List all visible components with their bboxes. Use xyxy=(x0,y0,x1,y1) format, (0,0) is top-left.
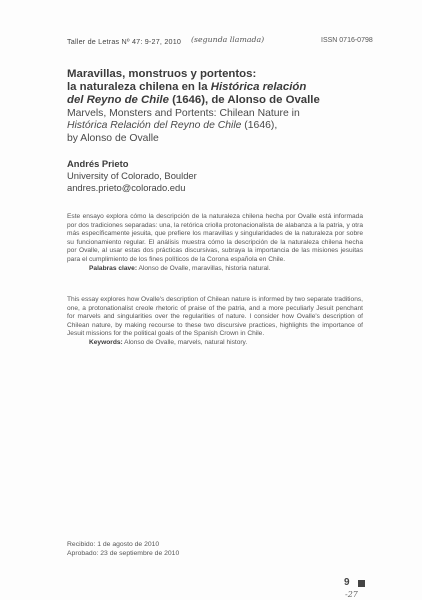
english-title: Marvels, Monsters and Portents: Chilean Nature in Histórica Relación del Reyno de Chile (1646), by Alonso de Ovalle xyxy=(67,107,300,144)
keywords-spanish: Palabras clave: Alonso de Ovalle, maravillas, historia natural. xyxy=(89,264,271,272)
issn-number: ISSN 0716-0798 xyxy=(321,37,373,44)
received-date: Recibido: 1 de agosto de 2010 xyxy=(67,541,160,548)
approved-date: Aprobado: 23 de septiembre de 2010 xyxy=(67,549,180,557)
page-number: 9 xyxy=(344,577,350,588)
abstract-spanish-text: Este ensayo explora cómo la descripción de la naturaleza chilena hecha por Ovalle está informada por dos tradiciones separadas: una, la retórica criolla protonacionalista de alabanza a la patria, y otra más específicamente jesuita, que prefiere los maravillas y singularidades de la naturaleza por sobre su funcionamiento regular. El análisis muestra cómo la descripción de la naturaleza chilena hecha por Ovalle, al usar estas dos prácticas discursivas, subraya la importancia de las misiones jesuitas para el cumplimiento de los fines políticos de la Corona española en Chile. xyxy=(67,213,363,263)
author-affiliation: University of Colorado, Boulder xyxy=(67,170,197,181)
journal-citation: Taller de Letras Nº 47: 9-27, 2010 xyxy=(67,37,182,46)
square-marker-icon xyxy=(358,580,365,587)
handwritten-page-range: -27 xyxy=(345,590,358,599)
spanish-title: Maravillas, monstruos y portentos: la naturaleza chilena en la Histórica relación del Reyno de Chile (1646), de Alonso de Ovalle xyxy=(67,68,320,107)
keywords-english: Keywords: Alonso de Ovalle, marvels, natural history. xyxy=(89,338,248,346)
handwritten-note: (segunda llamada) xyxy=(191,35,265,44)
running-header xyxy=(67,37,377,49)
author-name: Andrés Prieto xyxy=(67,158,129,169)
abstract-english-text: This essay explores how Ovalle's description of Chilean nature is informed by two separate traditions, one, a protonationalist creole rhetoric of praise of the patria, and a more peculiarly Jesuit penchant for marvels and singularities over the regularities of nature. I consider how Ovalle's description of Chilean nature, by making recourse to these two discursive practices, highlights the importance of Jesuit missions for the political goals of the Spanish Crown in Chile. xyxy=(67,296,363,338)
author-email: andres.prieto@colorado.edu xyxy=(67,182,186,193)
abstract-english xyxy=(67,296,363,348)
abstract-spanish xyxy=(67,213,363,273)
submission-dates xyxy=(67,541,267,558)
author-info xyxy=(67,158,307,194)
article-title-block xyxy=(67,68,367,145)
